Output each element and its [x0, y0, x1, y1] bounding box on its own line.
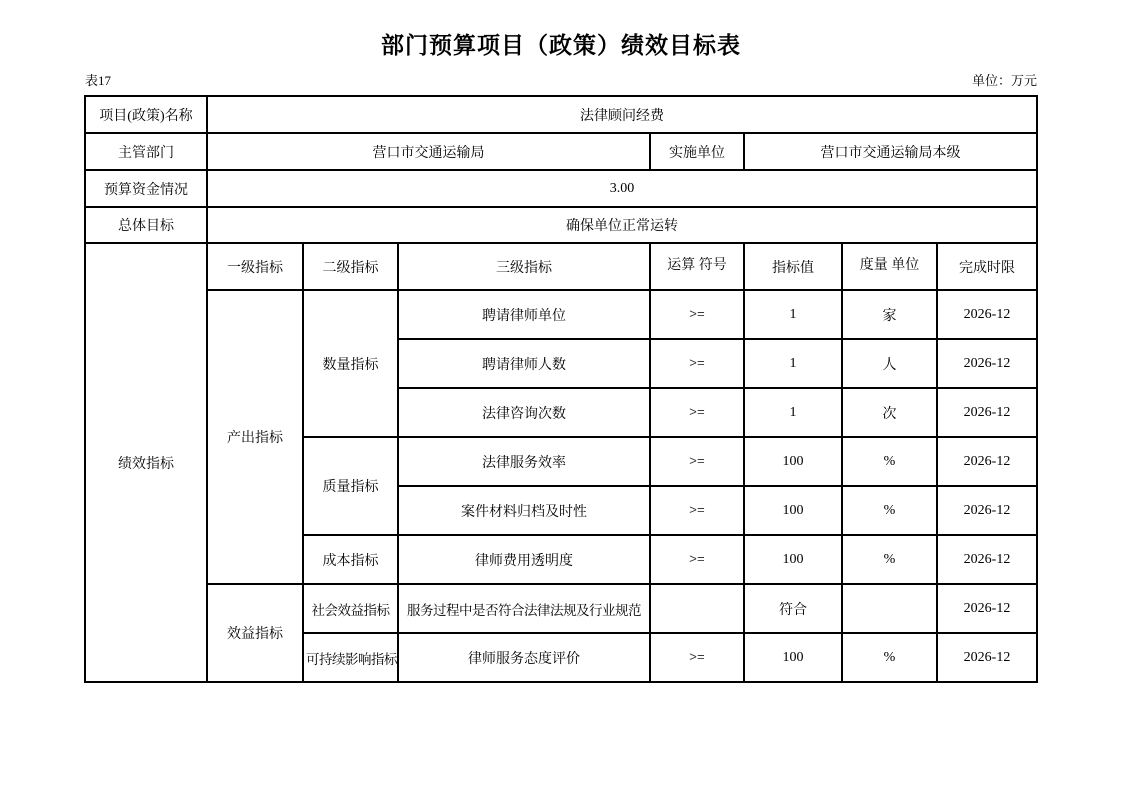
impl-value: 营口市交通运输局本级 [744, 133, 1037, 170]
deadline-cell: 2026-12 [937, 437, 1037, 486]
unit-cell: 人 [842, 339, 937, 388]
goal-label: 总体目标 [85, 207, 207, 243]
deadline-cell: 2026-12 [937, 290, 1037, 339]
level3-cell: 律师费用透明度 [398, 535, 650, 584]
unit-cell: % [842, 633, 937, 682]
page-title: 部门预算项目（政策）绩效目标表 [381, 33, 741, 58]
level2-sustain: 可持续影响指标 [303, 633, 398, 682]
value-cell: 100 [744, 535, 842, 584]
operator-cell: >= [650, 339, 744, 388]
dept-value: 营口市交通运输局 [207, 133, 650, 170]
header-deadline: 完成时限 [937, 243, 1037, 290]
level3-cell: 律师服务态度评价 [398, 633, 650, 682]
deadline-cell: 2026-12 [937, 486, 1037, 535]
level1-benefit: 效益指标 [207, 584, 303, 682]
level1-output: 产出指标 [207, 290, 303, 584]
budget-label: 预算资金情况 [85, 170, 207, 207]
deadline-cell: 2026-12 [937, 633, 1037, 682]
level2-quantity: 数量指标 [303, 290, 398, 437]
operator-cell: >= [650, 633, 744, 682]
row-project-name [85, 96, 1037, 133]
unit-note: 单位：万元 [971, 73, 1037, 88]
value-cell: 1 [744, 339, 842, 388]
value-cell: 符合 [744, 584, 842, 633]
value-cell: 100 [744, 633, 842, 682]
operator-cell: >= [650, 535, 744, 584]
level2-social: 社会效益指标 [303, 584, 398, 633]
unit-cell: % [842, 437, 937, 486]
row-budget [85, 170, 1037, 207]
impl-label: 实施单位 [650, 133, 744, 170]
operator-cell: >= [650, 437, 744, 486]
indicator-section-label: 绩效指标 [85, 243, 207, 682]
budget-performance-table [84, 95, 1038, 683]
header-unit: 度量 单位 [842, 243, 937, 290]
level3-cell: 案件材料归档及时性 [398, 486, 650, 535]
value-cell: 1 [744, 388, 842, 437]
table-number: 表17 [85, 73, 112, 88]
level3-cell: 聘请律师人数 [398, 339, 650, 388]
header-level2: 二级指标 [303, 243, 398, 290]
unit-cell: % [842, 535, 937, 584]
header-level1: 一级指标 [207, 243, 303, 290]
header-value: 指标值 [744, 243, 842, 290]
level3-cell: 聘请律师单位 [398, 290, 650, 339]
level3-cell: 法律咨询次数 [398, 388, 650, 437]
deadline-cell: 2026-12 [937, 535, 1037, 584]
unit-cell: 次 [842, 388, 937, 437]
unit-cell: 家 [842, 290, 937, 339]
deadline-cell: 2026-12 [937, 584, 1037, 633]
value-cell: 1 [744, 290, 842, 339]
goal-value: 确保单位正常运转 [207, 207, 1037, 243]
operator-cell [650, 584, 744, 633]
indicator-row [85, 584, 1037, 633]
row-goal [85, 207, 1037, 243]
unit-cell [842, 584, 937, 633]
header-operator: 运算 符号 [650, 243, 744, 290]
dept-label: 主管部门 [85, 133, 207, 170]
meta-row [85, 70, 1037, 89]
value-cell: 100 [744, 486, 842, 535]
value-cell: 100 [744, 437, 842, 486]
project-name-label: 项目(政策)名称 [85, 96, 207, 133]
budget-value: 3.00 [207, 170, 1037, 207]
unit-cell: % [842, 486, 937, 535]
row-departments [85, 133, 1037, 170]
operator-cell: >= [650, 388, 744, 437]
deadline-cell: 2026-12 [937, 339, 1037, 388]
deadline-cell: 2026-12 [937, 388, 1037, 437]
indicator-row [85, 290, 1037, 339]
level2-cost: 成本指标 [303, 535, 398, 584]
level3-cell: 法律服务效率 [398, 437, 650, 486]
level2-quality: 质量指标 [303, 437, 398, 535]
indicator-header-row [85, 243, 1037, 290]
operator-cell: >= [650, 290, 744, 339]
operator-cell: >= [650, 486, 744, 535]
header-level3: 三级指标 [398, 243, 650, 290]
level3-cell: 服务过程中是否符合法律法规及行业规范 [398, 584, 650, 633]
project-name-value: 法律顾问经费 [207, 96, 1037, 133]
